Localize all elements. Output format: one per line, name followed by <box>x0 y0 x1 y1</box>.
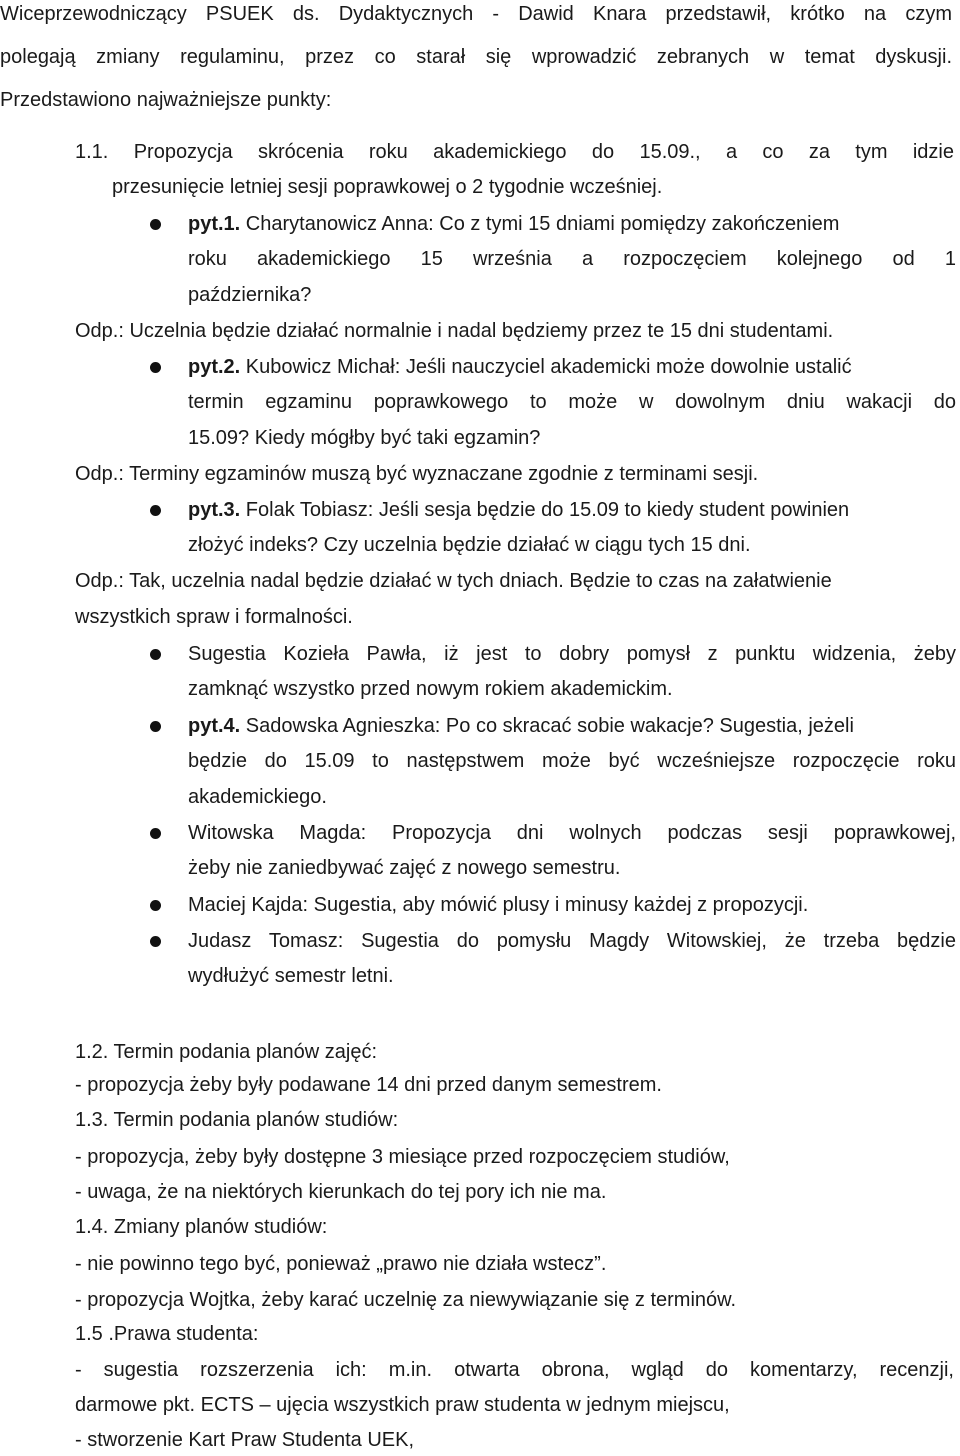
answer-1-tag: Odp. <box>75 320 119 342</box>
question-3-tag: pyt.3. <box>188 499 241 521</box>
intro-line-2: polegają zmiany regulaminu, przez co starał się wprowadzić zebranych w temat dyskusji. <box>0 46 952 68</box>
suggestion-1-line-2: zamknąć wszystko przed nowym rokiem akademickim. <box>188 678 673 700</box>
bullet-icon <box>150 505 161 516</box>
question-2-tag: pyt.2. <box>188 356 241 378</box>
answer-3-line-2: wszystkich spraw i formalności. <box>75 606 353 628</box>
question-3-line-1 <box>188 494 849 526</box>
question-4-text: Sadowska Agnieszka: Po co skracać sobie wakacje? Sugestia, jeżeli <box>240 715 854 737</box>
answer-2 <box>75 458 758 490</box>
question-2-text: Kubowicz Michał: Jeśli nauczyciel akademicki może dowolnie ustalić <box>240 356 852 378</box>
answer-1-text: : Uczelnia będzie działać normalnie i nadal będziemy przez te 15 dni studentami. <box>118 320 834 342</box>
section-1-5-item-1-line-1: - sugestia rozszerzenia ich: m.in. otwarta obrona, wgląd do komentarzy, recenzji, <box>75 1359 954 1381</box>
bullet-icon <box>150 219 161 230</box>
answer-3-tag: Odp. <box>75 570 119 592</box>
suggestion-3-line-1: Maciej Kajda: Sugestia, aby mówić plusy i minusy każdej z propozycji. <box>188 894 809 916</box>
section-1-2-item-1: - propozycja żeby były podawane 14 dni przed danym semestrem. <box>75 1074 662 1096</box>
question-3-line-2: złożyć indeks? Czy uczelnia będzie działać w ciągu tych 15 dni. <box>188 534 751 556</box>
section-1-4-item-1: - nie powinno tego być, ponieważ „prawo nie działa wstecz”. <box>75 1253 607 1275</box>
bullet-icon <box>150 362 161 373</box>
question-4-line-1 <box>188 710 854 742</box>
suggestion-2-line-2: żeby nie zaniedbywać zajęć z nowego semestru. <box>188 857 621 879</box>
question-2-line-2: termin egzaminu poprawkowego to może w dowolnym dniu wakacji do <box>188 391 956 413</box>
section-1-5-item-2: - stworzenie Kart Praw Studenta UEK, <box>75 1429 415 1451</box>
bullet-icon <box>150 900 161 911</box>
question-1-line-1 <box>188 208 956 240</box>
answer-1 <box>75 315 833 347</box>
intro-line-3: Przedstawiono najważniejsze punkty: <box>0 89 332 111</box>
section-1-5-item-1-line-2: darmowe pkt. ECTS – ujęcia wszystkich praw studenta w jednym miejscu, <box>75 1394 730 1416</box>
section-1-1-line-2: przesunięcie letniej sesji poprawkowej o 2 tygodnie wcześniej. <box>112 176 663 198</box>
suggestion-4-line-1: Judasz Tomasz: Sugestia do pomysłu Magdy Witowskiej, że trzeba będzie <box>188 930 956 952</box>
question-3-text: Folak Tobiasz: Jeśli sesja będzie do 15.09 to kiedy student powinien <box>240 499 850 521</box>
section-1-3-item-1: - propozycja, żeby były dostępne 3 miesiące przed rozpoczęciem studiów, <box>75 1146 730 1168</box>
bullet-icon <box>150 936 161 947</box>
section-1-2-heading: 1.2. Termin podania planów zajęć: <box>75 1041 378 1063</box>
question-1-line-2: roku akademickiego 15 września a rozpoczęciem kolejnego od 1 <box>188 248 956 270</box>
question-4-line-3: akademickiego. <box>188 786 327 808</box>
answer-2-tag: Odp. <box>75 463 119 485</box>
section-1-4-heading: 1.4. Zmiany planów studiów: <box>75 1216 328 1238</box>
suggestion-2-line-1: Witowska Magda: Propozycja dni wolnych podczas sesji poprawkowej, <box>188 822 956 844</box>
question-1-line-3: października? <box>188 284 312 306</box>
bullet-icon <box>150 721 161 732</box>
answer-2-text: : Terminy egzaminów muszą być wyznaczane zgodnie z terminami sesji. <box>118 463 759 485</box>
section-1-4-item-2: - propozycja Wojtka, żeby karać uczelnię za niewywiązanie się z terminów. <box>75 1289 737 1311</box>
bullet-icon <box>150 828 161 839</box>
section-1-1-line-1: 1.1. Propozycja skrócenia roku akademickiego do 15.09., a co za tym idzie <box>75 141 954 163</box>
intro-line-1: Wiceprzewodniczący PSUEK ds. Dydaktycznych - Dawid Knara przedstawił, krótko na czym <box>0 3 952 25</box>
question-4-tag: pyt.4. <box>188 715 241 737</box>
suggestion-4-line-2: wydłużyć semestr letni. <box>188 965 394 987</box>
question-4-line-2: będzie do 15.09 to następstwem może być wcześniejsze rozpoczęcie roku <box>188 750 956 772</box>
suggestion-1-line-1: Sugestia Kozieła Pawła, iż jest to dobry pomysł z punktu widzenia, żeby <box>188 643 956 665</box>
section-1-5-heading: 1.5 .Prawa studenta: <box>75 1323 259 1345</box>
section-1-3-heading: 1.3. Termin podania planów studiów: <box>75 1109 399 1131</box>
answer-3-text: : Tak, uczelnia nadal będzie działać w tych dniach. Będzie to czas na załatwienie <box>118 570 832 592</box>
question-1-tag: pyt.1. <box>188 213 241 235</box>
bullet-icon <box>150 649 161 660</box>
section-1-3-item-2: - uwaga, że na niektórych kierunkach do tej pory ich nie ma. <box>75 1181 607 1203</box>
question-1-text: Charytanowicz Anna: Co z tymi 15 dniami pomiędzy zakończeniem <box>240 213 840 235</box>
answer-3-line-1 <box>75 565 832 597</box>
question-2-line-1 <box>188 351 852 383</box>
question-2-line-3: 15.09? Kiedy mógłby być taki egzamin? <box>188 427 541 449</box>
